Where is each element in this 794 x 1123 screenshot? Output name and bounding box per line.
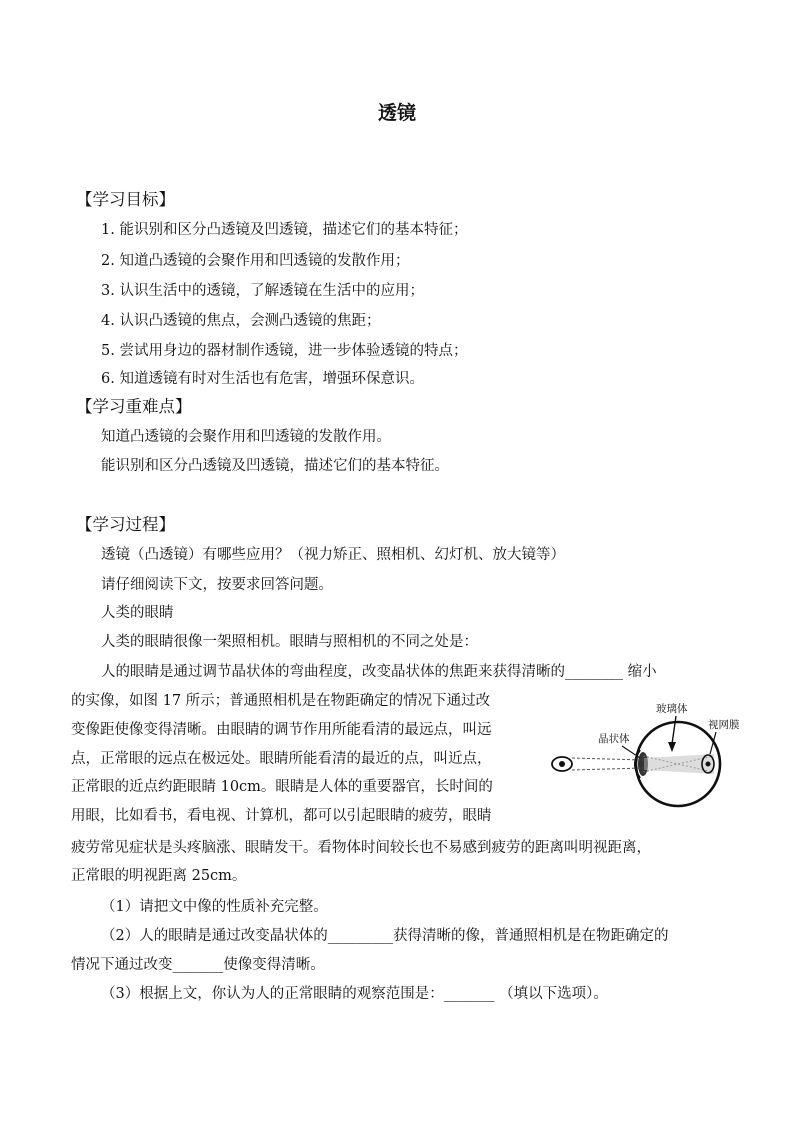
objective-item-2: 2. 知道凸透镜的会聚作用和凹透镜的发散作用； xyxy=(101,253,410,269)
lens-label: 晶状体 xyxy=(598,733,630,745)
object-icon xyxy=(552,757,572,771)
passage-subtitle: 人类的眼睛 xyxy=(101,605,174,621)
passage-line: 变像距使像变得清晰。由眼睛的调节作用所能看清的最远点，叫远 xyxy=(71,722,492,738)
passage-line: 疲劳常见症状是头疼脑涨、眼睛发干。看物体时间较长也不易感到疲劳的距离叫明视距离， xyxy=(71,840,651,856)
page-title: 透镜 xyxy=(377,102,416,124)
vitreous-label: 玻璃体 xyxy=(656,703,688,715)
objective-item-3: 3. 认识生活中的透镜，了解透镜在生活中的应用； xyxy=(101,283,424,299)
passage-line: 正常眼的近点约距眼睛 10cm。眼睛是人体的重要器官，长时间的 xyxy=(71,779,493,795)
question-2: （2）人的眼睛是通过改变晶状体的_________获得清晰的像，普通照相机是在物距确定的 xyxy=(101,928,669,944)
key-point-item-1: 知道凸透镜的会聚作用和凹透镜的发散作用。 xyxy=(101,429,391,445)
objective-item-4: 4. 认识凸透镜的焦点，会测凸透镜的焦距； xyxy=(101,313,381,329)
retina-label: 视网膜 xyxy=(708,719,740,731)
objective-item-6: 6. 知道透镜有时对生活也有危害，增强环保意识。 xyxy=(101,371,424,387)
passage-line: 点，正常眼的远点在极远处。眼睛所能看清的最近的点，叫近点， xyxy=(71,751,492,767)
passage-line: 正常眼的明视距离 25cm。 xyxy=(71,868,247,884)
passage-line: 人的眼睛是通过调节晶状体的弯曲程度，改变晶状体的焦距来获得清晰的________ 缩小 xyxy=(101,664,657,680)
question-3: （3）根据上文，你认为人的正常眼睛的观察范围是：_______ （填以下选项）。 xyxy=(101,986,608,1002)
process-intro-line: 人类的眼睛很像一架照相机。眼睛与照相机的不同之处是： xyxy=(101,634,478,650)
process-intro-line: 透镜（凸透镜）有哪些应用？（视力矫正、照相机、幻灯机、放大镜等） xyxy=(101,547,565,563)
objectives-heading: 【学习目标】 xyxy=(76,190,175,209)
question-1: （1）请把文中像的性质补充完整。 xyxy=(101,899,328,915)
process-heading: 【学习过程】 xyxy=(76,515,175,534)
question-2-continued: 情况下通过改变_______使像变得清晰。 xyxy=(71,957,325,973)
passage-line: 的实像，如图 17 所示；普通照相机是在物距确定的情况下通过改 xyxy=(71,693,491,709)
process-intro-line: 请仔细阅读下文，按要求回答问题。 xyxy=(101,577,333,593)
passage-line: 用眼，比如看书，看电视、计算机，都可以引起眼睛的疲劳，眼睛 xyxy=(71,808,492,824)
key-points-heading: 【学习重难点】 xyxy=(76,397,192,416)
objective-item-5: 5. 尝试用身边的器材制作透镜，进一步体验透镜的特点； xyxy=(101,343,468,359)
eye-diagram xyxy=(548,698,778,810)
key-point-item-2: 能识别和区分凸透镜及凹透镜，描述它们的基本特征。 xyxy=(101,458,449,474)
objective-item-1: 1. 能识别和区分凸透镜及凹透镜，描述它们的基本特征； xyxy=(101,222,468,238)
